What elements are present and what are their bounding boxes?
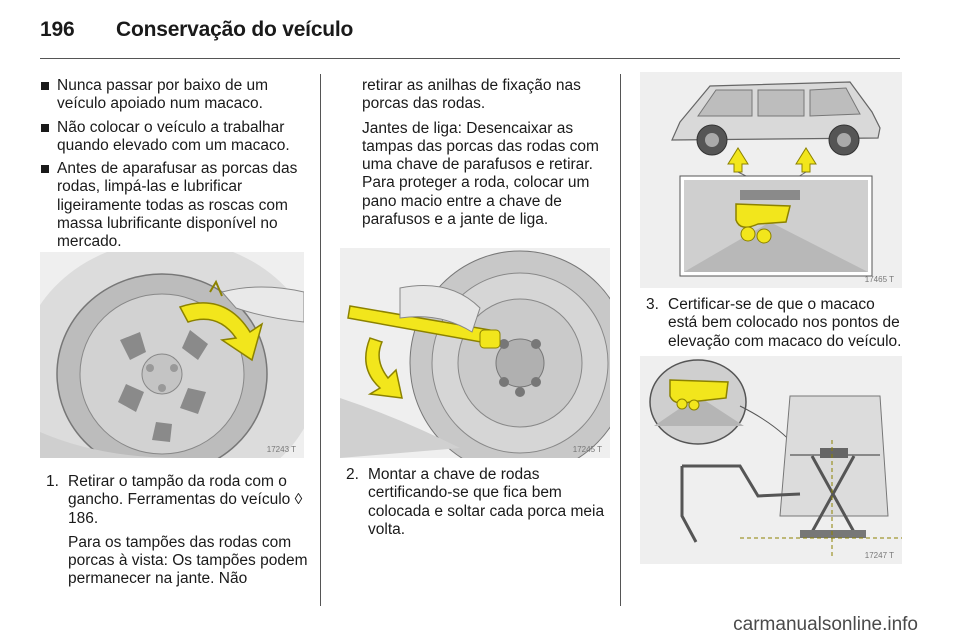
bullet-icon <box>41 165 49 173</box>
arrow-ref-icon: ◊ <box>294 491 303 509</box>
figure-hubcap-removal <box>40 252 304 458</box>
figure-code: 17245 T <box>572 445 602 454</box>
warning-list <box>40 77 310 252</box>
figure-jacking-points <box>640 72 902 288</box>
list-item: Nunca passar por baixo de um veículo apoiado num macaco. <box>40 77 310 114</box>
step-number: 1. <box>46 473 59 490</box>
hubcap-illustration <box>40 252 304 458</box>
wheel-wrench-illustration <box>340 248 610 458</box>
step-number: 3. <box>646 296 659 313</box>
car-jacking-points-illustration <box>640 72 902 288</box>
step-3 <box>640 296 902 357</box>
column-divider-1 <box>320 74 321 606</box>
step-2-text: Montar a chave de rodas certificando-se que fica bem colocada e soltar cada porca meia volta. <box>368 466 605 538</box>
column-2 <box>340 77 612 235</box>
bullet-icon <box>41 124 49 132</box>
figure-code: 17247 T <box>864 551 894 560</box>
figure-code: 17243 T <box>266 445 296 454</box>
list-item: Não colocar o veículo a trabalhar quando elevado com um macaco. <box>40 119 310 156</box>
figure-code: 17465 T <box>864 275 894 284</box>
step-1 <box>40 473 312 595</box>
step-1-note: Para os tampões das rodas com porcas à vista: Os tampões podem permanecer na jante. Não <box>68 533 308 588</box>
jack-positioning-illustration <box>640 356 902 564</box>
step-1-text: 1. Retirar o tampão da roda com o gancho. Ferramentas do veículo ◊ 186. Para os tampões das rodas com porcas à vista: Os tampões podem permanecer na jante. Não <box>40 473 312 589</box>
bullet-icon <box>41 82 49 90</box>
list-item: Antes de aparafusar as porcas das rodas, limpá-las e lubrificar ligeiramente todas as roscas com massa lubrificante disponível no mercado. <box>40 160 310 251</box>
paragraph: retirar as anilhas de fixação nas porcas das rodas. <box>362 77 581 113</box>
page-number: 196 <box>40 18 75 41</box>
figure-wheel-wrench <box>340 248 610 458</box>
figure-jack-positioning <box>640 356 902 564</box>
watermark: carmanualsonline.info <box>733 614 918 635</box>
column-divider-2 <box>620 74 621 606</box>
page-title: Conservação do veículo <box>116 18 354 41</box>
column-1 <box>40 77 310 257</box>
step-3-text: Certificar-se de que o macaco está bem colocado nos pontos de elevação com macaco do veículo. <box>668 296 902 350</box>
page-header <box>40 18 353 42</box>
step-number: 2. <box>346 466 359 483</box>
step-2 <box>340 466 612 545</box>
paragraph: Jantes de liga: Desencaixar as tampas das porcas das rodas com uma chave de parafusos e retirar. Para proteger a roda, colocar um pano macio entre a chave de parafusos e a jante de liga. <box>362 119 599 229</box>
header-rule <box>40 58 900 59</box>
